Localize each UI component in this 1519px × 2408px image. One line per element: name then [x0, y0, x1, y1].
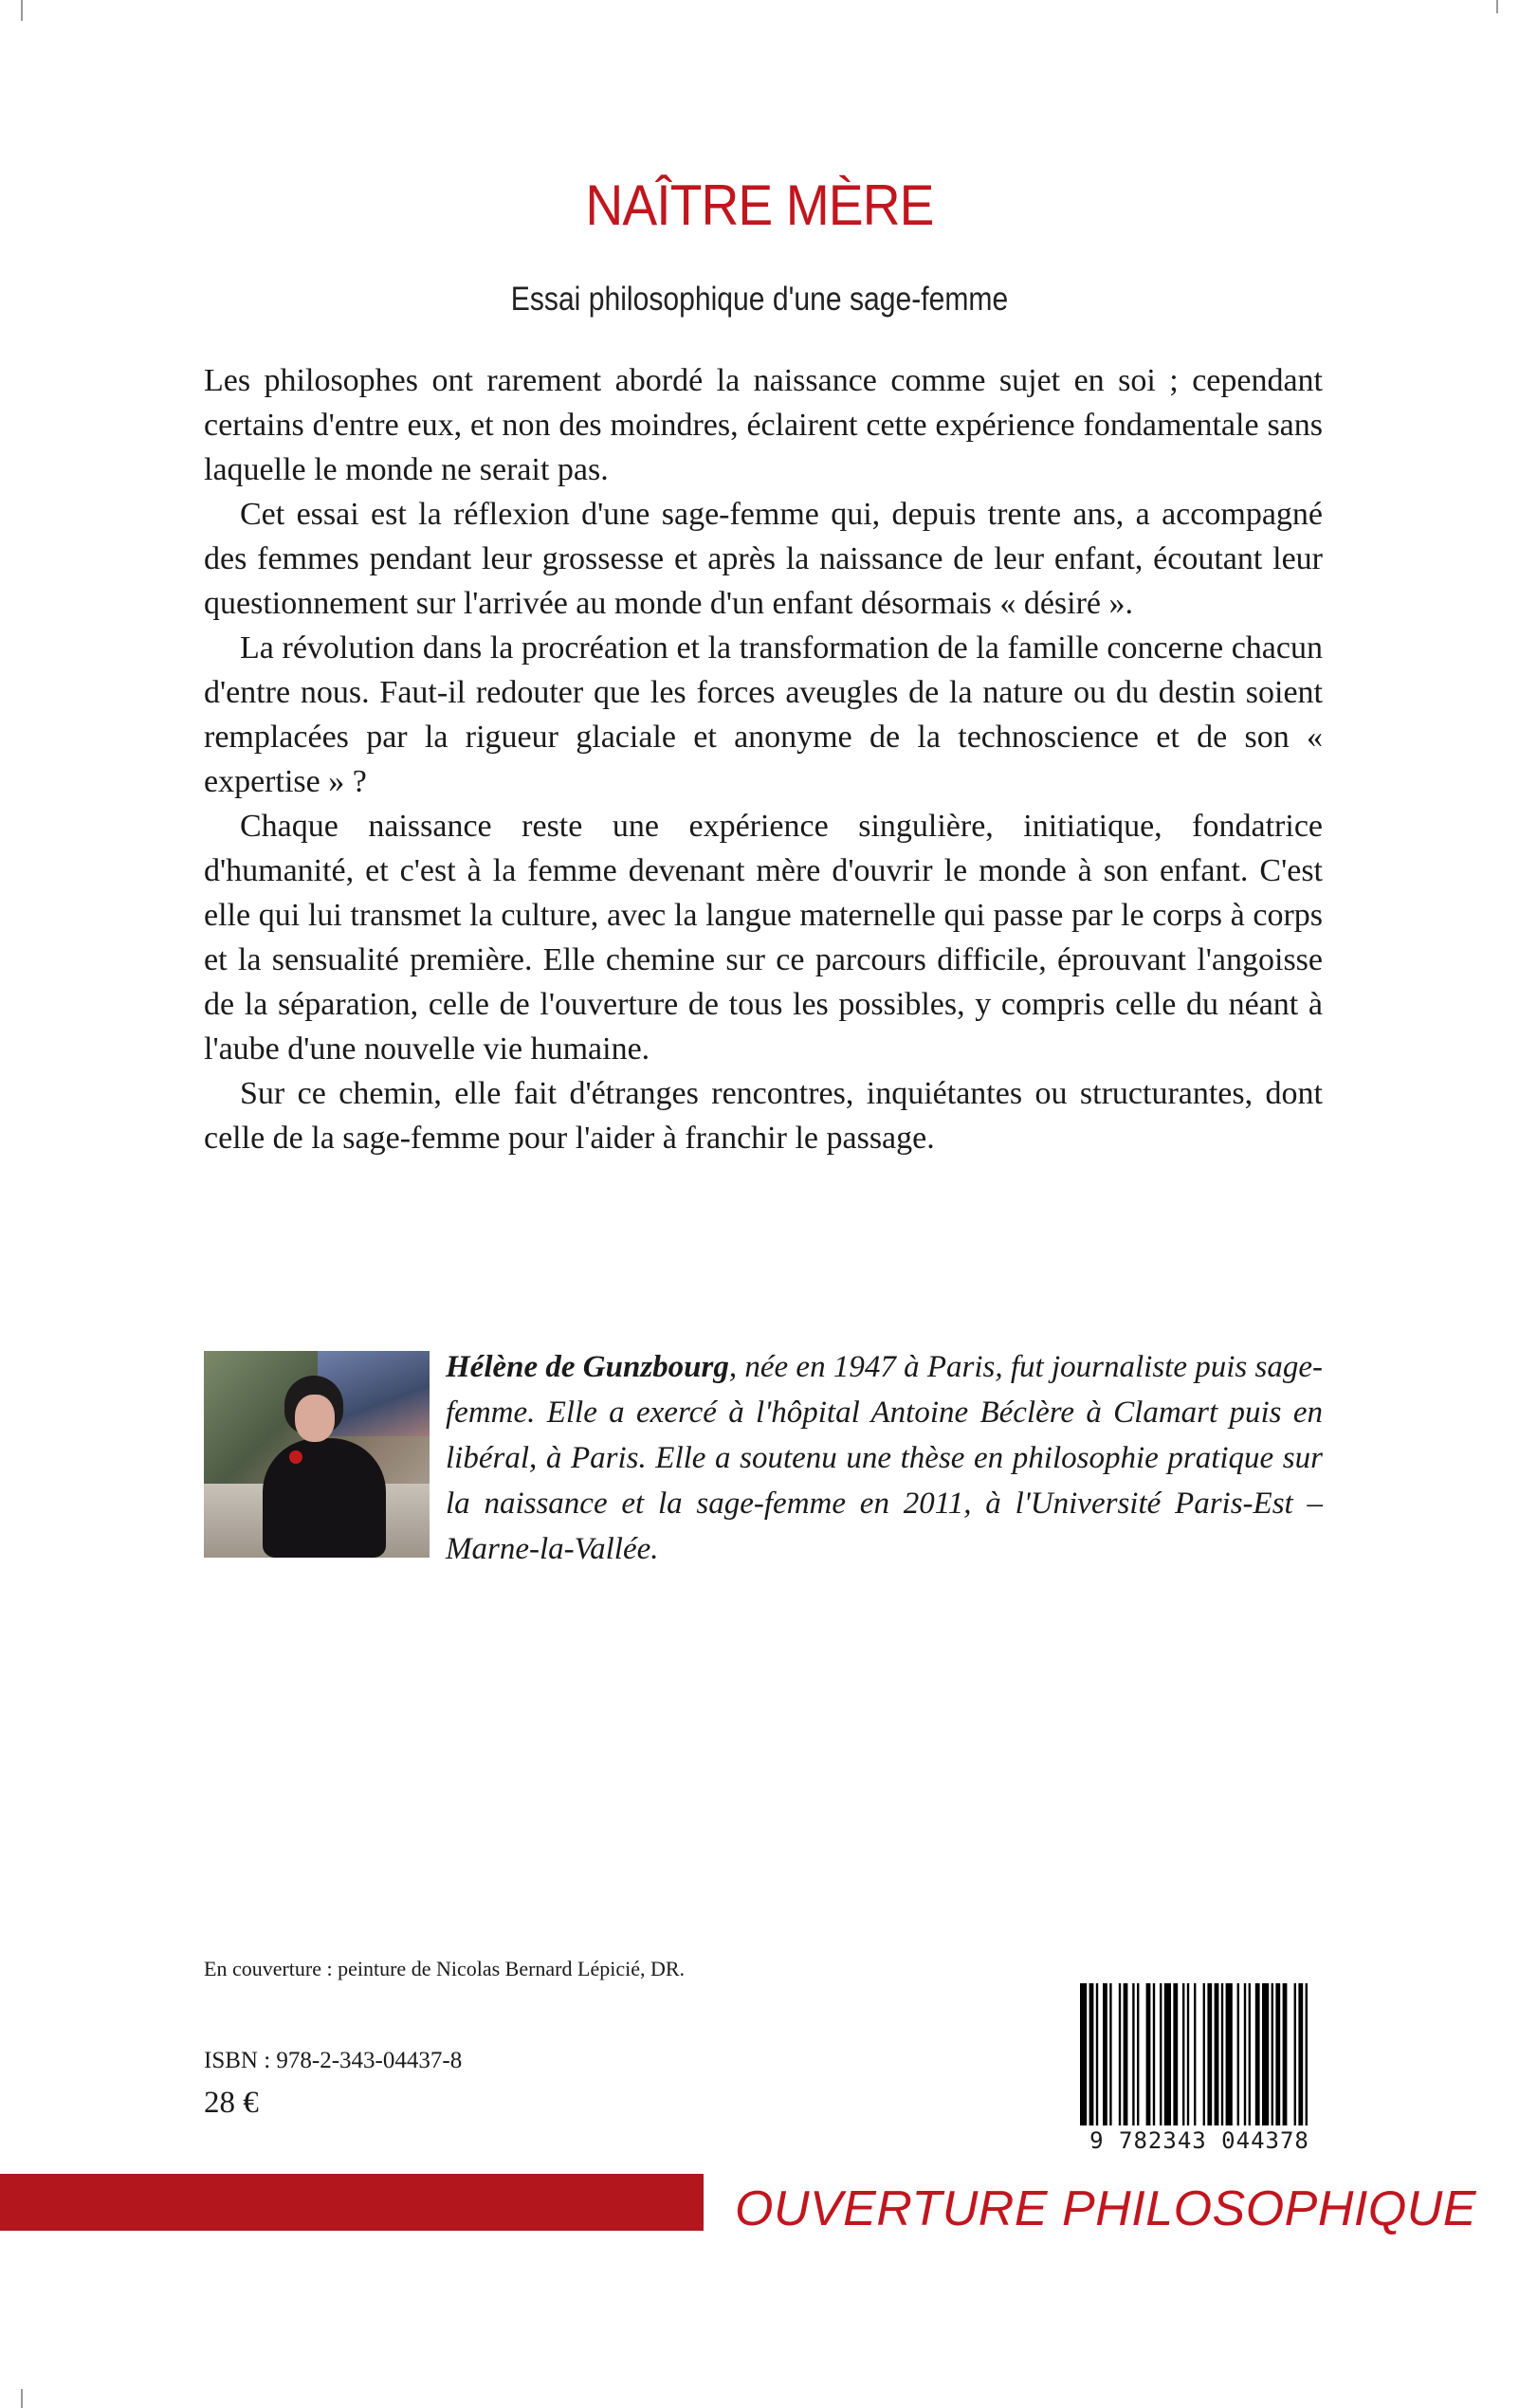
author-bio-text: , née en 1947 à Paris, fut journaliste puis sage-femme. Elle a exercé à l'hôpital Antoine Béclère à Clamart puis en libéral, à Paris. Elle a soutenu une thèse en philosophie pratique sur la naissance et la sage-femme en 2011, à l'Université Paris-Est – Marne-la-Vallée.: [446, 1350, 1323, 1566]
crop-mark-top-left: [21, 0, 23, 21]
blurb-paragraph: Chaque naissance reste une expérience singulière, initiatique, fondatrice d'humanité, et c'est à la femme devenant mère d'ouvrir le monde à son enfant. C'est elle qui lui transmet la culture, avec la langue maternelle qui passe par le corps à corps et la sensualité première. Elle chemine sur ce parcours difficile, éprouvant l'angoisse de la séparation, celle de l'ouverture de tous les possibles, y compris celle du néant à l'aube d'une nouvelle vie humaine.: [204, 809, 1323, 1067]
author-photo: [204, 1351, 430, 1558]
barcode-bars: [1074, 1983, 1325, 2125]
series-name: OUVERTURE PHILOSOPHIQUE: [735, 2181, 1477, 2236]
barcode: [1074, 1983, 1325, 2156]
blurb-paragraph: La révolution dans la procréation et la transformation de la famille concerne chacun d'entre nous. Faut-il redouter que les forces aveugles de la nature ou du destin soient remplacées par la rigueur glaciale et anonyme de la technoscience et de son « expertise » ?: [204, 630, 1323, 799]
book-subtitle: Essai philosophique d'une sage-femme: [510, 281, 1009, 318]
blurb-paragraph: Les philosophes ont rarement abordé la naissance comme sujet en soi ; cependant certains d'entre eux, et non des moindres, éclairent cette expérience fondamentale sans laquelle le monde ne serait pas.: [204, 363, 1323, 487]
blurb: [204, 358, 1323, 1160]
crop-mark-top-right: [1496, 0, 1498, 13]
book-title: NAÎTRE MÈRE: [585, 173, 934, 237]
blurb-paragraph: Sur ce chemin, elle fait d'étranges rencontres, inquiétantes ou structurantes, dont celle de la sage-femme pour l'aider à franchir le passage.: [204, 1076, 1323, 1156]
price: 28 €: [204, 2086, 259, 2120]
crop-mark-bottom-left: [21, 2389, 23, 2408]
author-name: Hélène de Gunzbourg: [446, 1350, 729, 1384]
series-color-bar: [0, 2174, 704, 2231]
barcode-digits: 9 782343 044378: [1089, 2127, 1309, 2154]
cover-credit: En couverture : peinture de Nicolas Bernard Lépicié, DR.: [204, 1957, 686, 1980]
author-bio: [446, 1344, 1323, 1572]
isbn: ISBN : 978-2-343-04437-8: [204, 2048, 463, 2073]
blurb-paragraph: Cet essai est la réflexion d'une sage-femme qui, depuis trente ans, a accompagné des femmes pendant leur grossesse et après la naissance de leur enfant, écoutant leur questionnement sur l'arrivée au monde d'un enfant désormais « désiré ».: [204, 497, 1323, 621]
